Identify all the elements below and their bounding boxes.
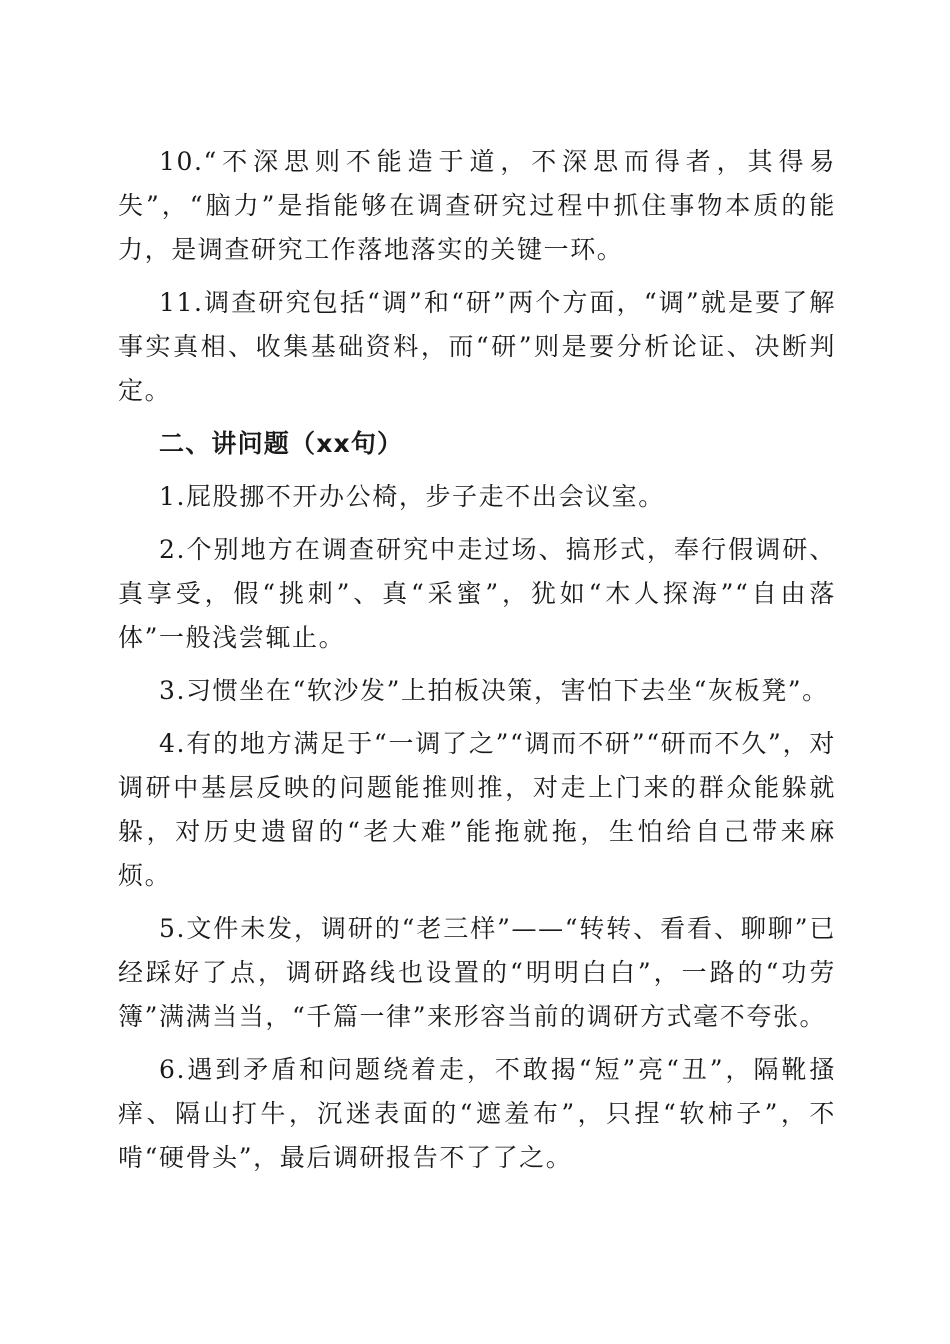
problem-item-1: 1.屁股挪不开办公椅，步子走不出会议室。 <box>159 482 665 511</box>
problem-item-2: 2.个别地方在调查研究中走过场、搞形式，奉行假调研、真享受，假“挑刺”、真“采蜜”，犹如“木人探海”“自由落体”一般浅尝辄止。 <box>118 535 836 652</box>
paragraph-10: 10.“不深思则不能造于道，不深思而得者，其得易失”，“脑力”是指能够在调查研究过程中抓住事物本质的能力，是调查研究工作落地落实的关键一环。 <box>118 147 836 264</box>
problem-item-6: 6.遇到矛盾和问题绕着走，不敢揭“短”亮“丑”，隔靴搔痒、隔山打牛，沉迷表面的“遮羞布”，只捏“软柿子”，不啃“硬骨头”，最后调研报告不了了之。 <box>118 1055 836 1172</box>
problem-item-5: 5.文件未发，调研的“老三样”——“转转、看看、聊聊”已经踩好了点，调研路线也设置的“明明白白”，一路的“功劳簿”满满当当，“千篇一律”来形容当前的调研方式毫不夸张。 <box>118 914 836 1031</box>
document-body <box>118 140 836 1189</box>
section-heading: 二、讲问题（xx句） <box>159 429 404 458</box>
problem-item-3: 3.习惯坐在“软沙发”上拍板决策，害怕下去坐“灰板凳”。 <box>159 676 829 705</box>
problem-item-4: 4.有的地方满足于“一调了之”“调而不研”“研而不久”，对调研中基层反映的问题能推则推，对走上门来的群众能躲就躲，对历史遗留的“老大难”能拖就拖，生怕给自己带来麻烦。 <box>118 729 836 890</box>
paragraph-11: 11.调查研究包括“调”和“研”两个方面，“调”就是要了解事实真相、收集基础资料，而“研”则是要分析论证、决断判定。 <box>118 288 836 405</box>
